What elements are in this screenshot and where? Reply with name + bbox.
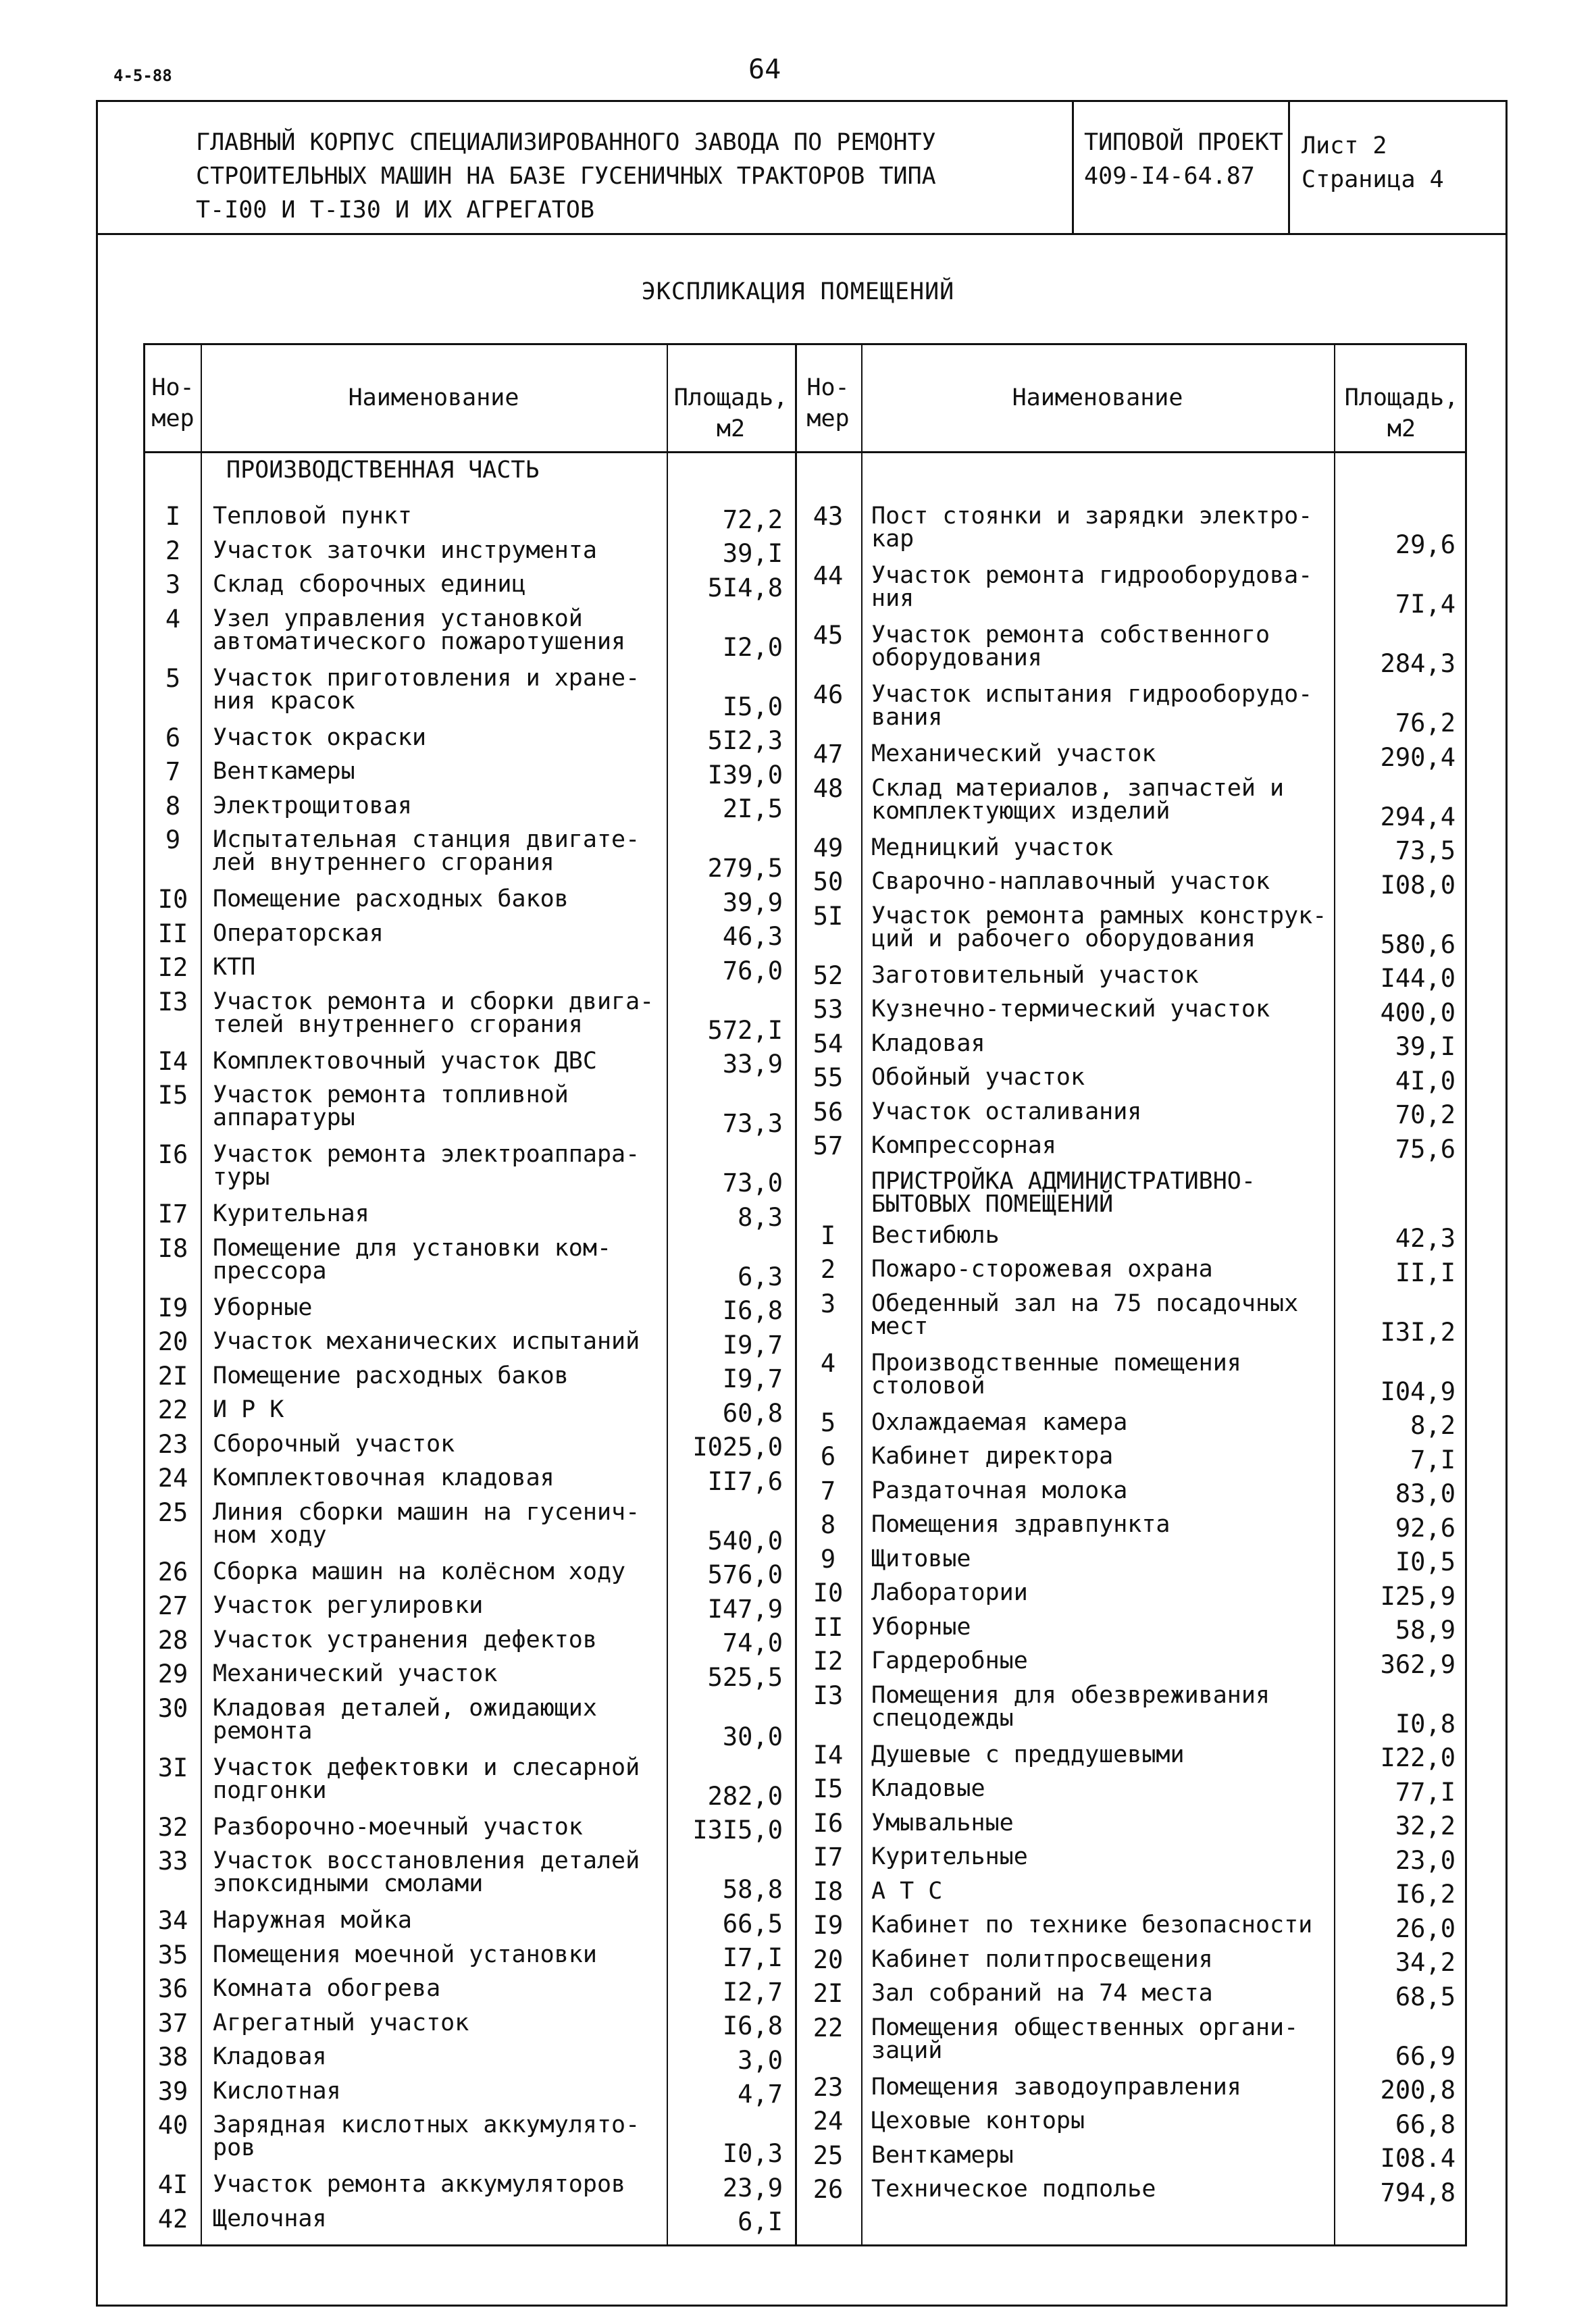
row-number: I0	[813, 1578, 844, 1608]
room-area: 362,9	[1380, 1649, 1456, 1679]
room-name: Участок ремонта собственного оборудования	[871, 621, 1270, 671]
room-name: Пожаро-сторожевая охрана	[871, 1256, 1213, 1283]
title-line-1: ГЛАВНЫЙ КОРПУС СПЕЦИАЛИЗИРОВАННОГО ЗАВОДА ПО РЕМОНТУ	[196, 129, 936, 156]
row-number: 36	[157, 1974, 188, 2003]
room-name: Лаборатории	[871, 1579, 1028, 1606]
row-number: 32	[157, 1812, 188, 1842]
rooms-table	[143, 343, 1467, 2246]
row-number: 24	[157, 1464, 188, 1493]
room-name: Участок ремонта рамных конструк- ций и рабочего оборудования	[871, 902, 1327, 952]
room-area: 92,6	[1395, 1513, 1456, 1543]
room-area: 76,2	[1395, 709, 1456, 738]
room-area: 60,8	[722, 1398, 783, 1428]
row-number: I9	[157, 1293, 188, 1322]
row-number: I8	[813, 1876, 844, 1906]
room-area: 23,9	[722, 2173, 783, 2203]
row-number: 44	[813, 561, 844, 590]
row-number: I2	[157, 953, 188, 982]
room-name: Вестибюль	[871, 1221, 1000, 1249]
row-number: 2	[820, 1255, 836, 1284]
room-name: Зал собраний на 74 места	[871, 1980, 1213, 2007]
room-area: 73,0	[722, 1168, 783, 1198]
room-area: 5I4,8	[707, 573, 783, 602]
room-area: 42,3	[1395, 1224, 1456, 1253]
room-area: 525,5	[707, 1662, 783, 1692]
room-area: 77,I	[1395, 1777, 1456, 1807]
room-name: Кабинет директора	[871, 1443, 1114, 1470]
room-area: 200,8	[1380, 2076, 1456, 2105]
room-name: Участок дефектовки и слесарной подгонки	[213, 1753, 640, 1804]
room-name: Линия сборки машин на гусенич- ном ходу	[213, 1498, 640, 1549]
room-area: I6,2	[1395, 1880, 1456, 1909]
room-name: Комплектовочный участок ДВС	[213, 1047, 597, 1075]
room-area: 46,3	[722, 922, 783, 951]
row-number: 55	[813, 1063, 844, 1092]
row-number: 2I	[157, 1361, 188, 1391]
section-admin: ПРИСТРОЙКА АДМИНИСТРАТИВНО- БЫТОВЫХ ПОМЕЩЕНИЙ	[871, 1167, 1256, 1218]
room-name: Уборные	[213, 1293, 313, 1321]
room-area: 39,9	[722, 888, 783, 917]
project-label: ТИПОВОЙ ПРОЕКТ	[1084, 129, 1284, 156]
row-number: I4	[813, 1740, 844, 1770]
row-number: 22	[157, 1395, 188, 1424]
room-area: 290,4	[1380, 742, 1456, 772]
room-name: Помещения для обезвреживания спецодежды	[871, 1681, 1270, 1732]
row-number: 35	[157, 1940, 188, 1970]
row-number: 27	[157, 1591, 188, 1620]
room-name: Наружная мойка	[213, 1907, 413, 1934]
row-number: I7	[157, 1200, 188, 1229]
room-name: Венткамеры	[871, 2141, 1014, 2169]
row-number: 6	[820, 1442, 836, 1471]
room-name: Узел управления установкой автоматического пожаротушения	[213, 605, 626, 655]
row-number: 23	[157, 1429, 188, 1459]
row-number: I4	[157, 1046, 188, 1076]
room-area: 2I,5	[722, 794, 783, 823]
room-name: Участок осталивания	[871, 1098, 1142, 1125]
room-name: И Р К	[213, 1396, 284, 1423]
room-name: Кузнечно-термический участок	[871, 996, 1270, 1023]
row-number: 30	[157, 1693, 188, 1723]
room-name: Участок заточки инструмента	[213, 536, 597, 564]
row-number: 53	[813, 995, 844, 1024]
header-number-left: Но- мер	[151, 374, 195, 432]
row-number: 9	[165, 825, 181, 854]
row-number: I6	[157, 1140, 188, 1169]
room-name: Цеховые конторы	[871, 2107, 1085, 2134]
room-area: 8,3	[738, 1202, 783, 1232]
row-number: I5	[813, 1774, 844, 1803]
room-name: Кабинет политпросвещения	[871, 1945, 1213, 1973]
room-area: 4,7	[738, 2080, 783, 2109]
header-name-right: Наименование	[1012, 384, 1183, 411]
room-area: 7,I	[1410, 1445, 1456, 1474]
header-area-left: Площадь, м2	[673, 384, 788, 442]
room-area: I6,8	[722, 1296, 783, 1325]
room-name: Участок ремонта аккумуляторов	[213, 2171, 626, 2198]
room-name: Сборка машин на колёсном ходу	[213, 1558, 626, 1585]
room-name: Участок регулировки	[213, 1592, 484, 1619]
room-area: 34,2	[1395, 1948, 1456, 1977]
row-number: 26	[813, 2175, 844, 2204]
row-number: 25	[813, 2140, 844, 2170]
room-area: 39,I	[1395, 1032, 1456, 1061]
row-number: 5	[820, 1408, 836, 1437]
room-area: 70,2	[1395, 1100, 1456, 1129]
room-area: I44,0	[1380, 964, 1456, 993]
room-name: Пост стоянки и зарядки электро- кар	[871, 503, 1313, 552]
row-number: 40	[157, 2111, 188, 2140]
room-name: Кабинет по технике безопасности	[871, 1911, 1313, 1938]
row-number: 20	[157, 1327, 188, 1356]
row-number: 20	[813, 1945, 844, 1974]
room-name: Помещения моечной установки	[213, 1940, 597, 1968]
row-number: 22	[813, 2013, 844, 2042]
room-name: А Т С	[871, 1877, 943, 1905]
room-area: 76,0	[722, 956, 783, 985]
room-area: I08.4	[1380, 2144, 1456, 2173]
room-name: Кислотная	[213, 2077, 341, 2105]
room-area: 26,0	[1395, 1913, 1456, 1943]
project-cell	[1072, 102, 1290, 233]
title-cell	[98, 102, 1074, 233]
row-number: 6	[165, 723, 181, 752]
room-area: 74,0	[722, 1628, 783, 1657]
room-name: Техническое подполье	[871, 2176, 1156, 2203]
row-number: II	[157, 919, 188, 948]
row-number: 48	[813, 773, 844, 803]
room-name: Охлаждаемая камера	[871, 1408, 1128, 1436]
room-name: Разборочно-моечный участок	[213, 1813, 583, 1841]
room-area: 7I,4	[1395, 590, 1456, 619]
row-number: 8	[165, 791, 181, 821]
row-number: 46	[813, 680, 844, 709]
room-name: Кладовая деталей, ожидающих ремонта	[213, 1694, 597, 1745]
room-name: Щелочная	[213, 2205, 327, 2232]
room-name: Уборные	[871, 1613, 971, 1641]
row-number: 3	[820, 1289, 836, 1318]
room-area: I2,0	[722, 632, 783, 662]
room-area: 400,0	[1380, 998, 1456, 1027]
room-name: Курительная	[213, 1200, 369, 1227]
room-name: Участок испытания гидрооборудо- вания	[871, 681, 1313, 731]
project-number: 409-I4-64.87	[1084, 163, 1255, 190]
room-area: 83,0	[1395, 1479, 1456, 1508]
row-number: 39	[157, 2076, 188, 2106]
room-name: Сборочный участок	[213, 1430, 455, 1458]
room-name: Помещения общественных органи- заций	[871, 2013, 1299, 2064]
page-label: Страница 4	[1302, 166, 1444, 193]
room-name: Щитовые	[871, 1545, 971, 1572]
row-number: 3I	[157, 1753, 188, 1782]
room-area: 75,6	[1395, 1134, 1456, 1164]
room-area: 8,2	[1410, 1411, 1456, 1440]
room-area: I3I,2	[1380, 1317, 1456, 1347]
row-number: I3	[157, 987, 188, 1017]
room-name: Помещения заводоуправления	[871, 2073, 1241, 2101]
room-name: Кладовые	[871, 1775, 985, 1802]
room-name: Гардеробные	[871, 1647, 1028, 1674]
row-number: 7	[165, 757, 181, 786]
room-name: Операторская	[213, 919, 384, 947]
room-name: Участок ремонта электроаппара- туры	[213, 1141, 640, 1191]
row-number: I0	[157, 885, 188, 914]
row-number: 54	[813, 1029, 844, 1058]
row-number: 4I	[157, 2170, 188, 2199]
row-number: I8	[157, 1233, 188, 1263]
room-area: I25,9	[1380, 1581, 1456, 1611]
room-area: I6,8	[722, 2011, 783, 2040]
row-number: 56	[813, 1097, 844, 1127]
row-number: 52	[813, 960, 844, 990]
room-name: Комната обогрева	[213, 1975, 441, 2002]
room-area: 576,0	[707, 1560, 783, 1589]
room-area: I22,0	[1380, 1743, 1456, 1772]
room-name: Электрощитовая	[213, 792, 413, 819]
room-name: Заготовительный участок	[871, 961, 1199, 989]
row-number: 4	[165, 604, 181, 634]
room-name: Зарядная кислотных аккумулято- ров	[213, 2111, 640, 2161]
room-area: 284,3	[1380, 649, 1456, 678]
room-name: Помещение расходных баков	[213, 885, 569, 912]
room-name: Участок устранения дефектов	[213, 1626, 597, 1653]
room-area: I025,0	[692, 1433, 783, 1462]
room-area: 572,I	[707, 1015, 783, 1045]
room-name: Агрегатный участок	[213, 2009, 469, 2036]
row-number: 45	[813, 621, 844, 650]
room-name: Участок приготовления и хране- ния красок	[213, 664, 640, 715]
room-area: 4I,0	[1395, 1066, 1456, 1096]
row-number: 49	[813, 833, 844, 863]
room-name: Склад сборочных единиц	[213, 571, 526, 598]
row-number: 42	[157, 2204, 188, 2234]
document-code: 4-5-88	[113, 66, 172, 85]
room-area: 73,5	[1395, 836, 1456, 865]
room-area: I47,9	[707, 1594, 783, 1624]
room-area: 279,5	[707, 854, 783, 883]
row-number: 3	[165, 570, 181, 599]
row-number: II	[813, 1612, 844, 1642]
sheet-cell	[1288, 102, 1505, 233]
room-area: 5I2,3	[707, 726, 783, 755]
room-area: 39,I	[722, 539, 783, 568]
row-number: 2I	[813, 1979, 844, 2008]
row-number: 4	[820, 1348, 836, 1378]
room-name: Душевые с преддушевыми	[871, 1741, 1185, 1768]
header-area-right: Площадь, м2	[1344, 384, 1459, 442]
room-area: 66,5	[722, 1909, 783, 1938]
room-name: Испытательная станция двигате- лей внутреннего сгорания	[213, 826, 640, 876]
room-area: 6,3	[738, 1262, 783, 1291]
room-name: Помещения здравпункта	[871, 1511, 1170, 1538]
room-name: Участок окраски	[213, 723, 427, 751]
room-name: Обойный участок	[871, 1064, 1085, 1091]
room-name: Производственные помещения столовой	[871, 1349, 1241, 1399]
room-name: КТП	[213, 954, 256, 981]
row-number: I5	[157, 1081, 188, 1110]
sheet-label: Лист 2	[1302, 132, 1387, 159]
row-number: 5I	[813, 901, 844, 931]
room-area: 73,3	[722, 1109, 783, 1138]
room-area: 29,6	[1395, 530, 1456, 559]
room-name: Курительные	[871, 1843, 1028, 1870]
room-name: Участок восстановления деталей эпоксидными смолами	[213, 1847, 640, 1897]
row-number: I	[165, 502, 181, 531]
room-name: Сварочно-наплавочный участок	[871, 868, 1270, 895]
room-area: I0,3	[722, 2139, 783, 2168]
room-area: I9,7	[722, 1330, 783, 1360]
table-caption: ЭКСПЛИКАЦИЯ ПОМЕЩЕНИЙ	[641, 278, 955, 305]
room-area: I7,I	[722, 1943, 783, 1972]
room-name: Участок ремонта топливной аппаратуры	[213, 1081, 569, 1131]
room-area: 540,0	[707, 1526, 783, 1555]
room-area: 68,5	[1395, 1982, 1456, 2011]
room-area: 66,9	[1395, 2041, 1456, 2071]
room-area: 30,0	[722, 1722, 783, 1751]
header-number-right: Но- мер	[806, 374, 850, 432]
room-area: 6,I	[738, 2207, 783, 2236]
room-area: 794,8	[1380, 2178, 1456, 2207]
room-name: Комплектовочная кладовая	[213, 1464, 555, 1491]
row-number: 47	[813, 740, 844, 769]
room-area: 3,0	[738, 2045, 783, 2075]
room-name: Помещение для установки ком- прессора	[213, 1234, 612, 1285]
row-number: 29	[157, 1660, 188, 1689]
room-area: I39,0	[707, 760, 783, 790]
room-name: Кладовая	[871, 1029, 985, 1057]
room-name: Склад материалов, запчастей и комплектующих изделий	[871, 774, 1285, 825]
title-line-2: СТРОИТЕЛЬНЫХ МАШИН НА БАЗЕ ГУСЕНИЧНЫХ ТРАКТОРОВ ТИПА	[196, 163, 936, 190]
room-name: Кладовая	[213, 2043, 327, 2070]
room-area: 58,8	[722, 1875, 783, 1904]
room-area: I04,9	[1380, 1377, 1456, 1406]
row-number: I3	[813, 1680, 844, 1710]
row-number: 25	[157, 1497, 188, 1527]
room-name: Участок ремонта гидрооборудова- ния	[871, 562, 1313, 612]
row-number: I6	[813, 1808, 844, 1838]
row-number: I7	[813, 1843, 844, 1872]
room-area: 58,9	[1395, 1616, 1456, 1645]
room-area: 33,9	[722, 1050, 783, 1079]
room-area: I0,8	[1395, 1709, 1456, 1739]
row-number: 37	[157, 2008, 188, 2038]
row-number: 38	[157, 2042, 188, 2072]
row-number: I9	[813, 1911, 844, 1940]
title-block	[96, 100, 1508, 235]
room-area: 282,0	[707, 1781, 783, 1811]
room-name: Венткамеры	[213, 758, 355, 785]
title-line-3: Т-I00 И Т-I30 И ИХ АГРЕГАТОВ	[196, 197, 595, 224]
room-area: 23,0	[1395, 1845, 1456, 1875]
room-name: Механический участок	[871, 740, 1156, 767]
row-number: I2	[813, 1647, 844, 1676]
row-number: 23	[813, 2072, 844, 2102]
row-number: 5	[165, 663, 181, 693]
room-area: 32,2	[1395, 1811, 1456, 1841]
room-name: Раздаточная молока	[871, 1476, 1128, 1504]
room-area: I9,7	[722, 1364, 783, 1393]
room-area: 580,6	[1380, 929, 1456, 959]
page-number: 64	[748, 54, 781, 85]
room-area: II7,6	[707, 1466, 783, 1496]
row-number: 50	[813, 867, 844, 896]
row-number: I	[820, 1220, 836, 1250]
room-area: 66,8	[1395, 2109, 1456, 2139]
room-name: Умывальные	[871, 1809, 1014, 1836]
room-area: I5,0	[722, 692, 783, 721]
section-production: ПРОИЗВОДСТВЕННАЯ ЧАСТЬ	[226, 457, 540, 484]
room-name: Обеденный зал на 75 посадочных мест	[871, 1289, 1299, 1340]
row-number: 33	[157, 1847, 188, 1876]
row-number: 57	[813, 1131, 844, 1160]
row-number: 2	[165, 536, 181, 565]
row-number: 8	[820, 1510, 836, 1539]
room-name: Компрессорная	[871, 1132, 1056, 1159]
room-area: I08,0	[1380, 870, 1456, 900]
row-number: 43	[813, 502, 844, 531]
row-number: 26	[157, 1557, 188, 1587]
header-name-left: Наименование	[348, 384, 519, 411]
room-area: I2,7	[722, 1977, 783, 2007]
row-number: 28	[157, 1625, 188, 1655]
room-name: Участок механических испытаний	[213, 1328, 640, 1355]
room-name: Медницкий участок	[871, 833, 1114, 861]
row-number: 9	[820, 1544, 836, 1574]
room-name: Тепловой пункт	[213, 503, 413, 530]
room-name: Механический участок	[213, 1660, 498, 1687]
row-number: 34	[157, 1906, 188, 1935]
row-number: 7	[820, 1476, 836, 1506]
room-area: 294,4	[1380, 802, 1456, 831]
room-name: Участок ремонта и сборки двига- телей внутреннего сгорания	[213, 987, 654, 1038]
room-name: Помещение расходных баков	[213, 1362, 569, 1389]
room-area: I3I5,0	[692, 1816, 783, 1845]
row-number: 24	[813, 2107, 844, 2136]
room-area: II,I	[1395, 1258, 1456, 1287]
room-area: I0,5	[1395, 1547, 1456, 1576]
room-area: 72,2	[722, 505, 783, 534]
